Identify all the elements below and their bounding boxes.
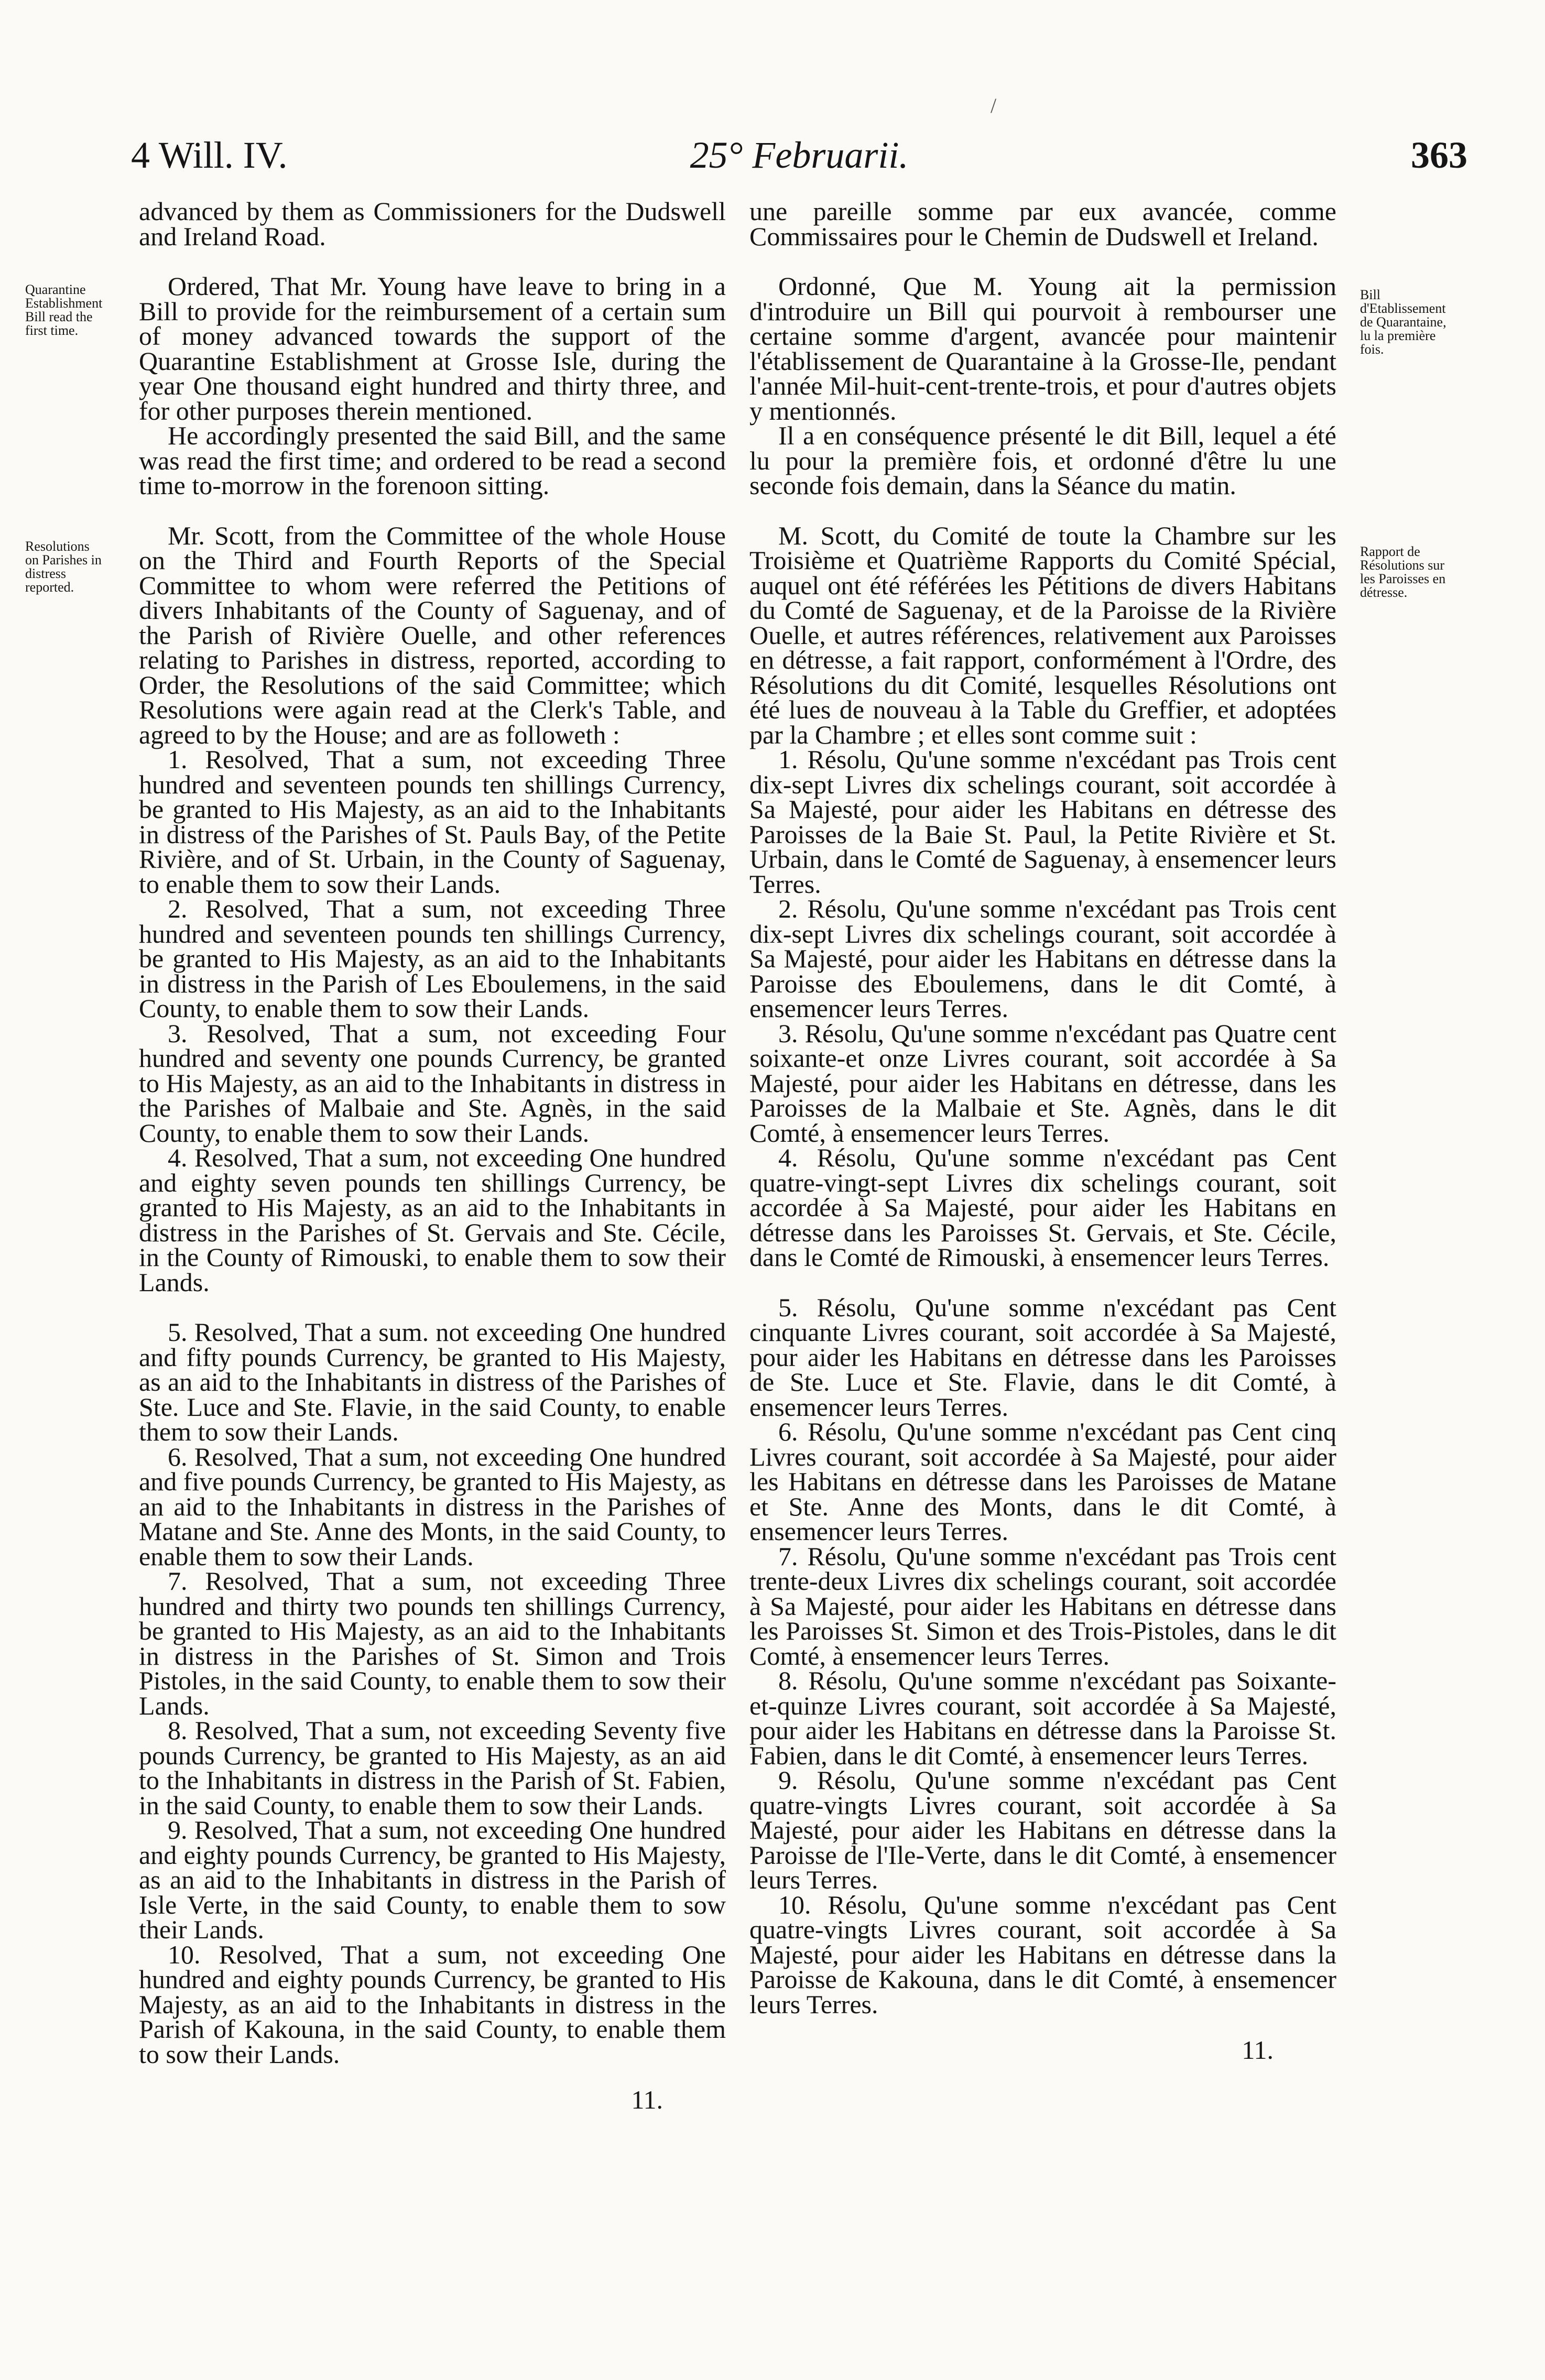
french-column: [749, 196, 1336, 2065]
paragraph: He accordingly presented the said Bill, and the same was read the first time; and ordered to be read a second time to-morrow in the forenoon sitting.: [139, 421, 726, 500]
resolution: 3. Resolved, That a sum, not exceeding Four hundred and seventy one pounds Currency, be granted to His Majesty, as an aid to the Inhabitants in distress in the Parishes of Malbaie and Ste. Agnès, in the said County, to enable them to sow their Lands.: [139, 1018, 726, 1148]
resolution: 10. Résolu, Qu'une somme n'excédant pas Cent quatre-vingts Livres courant, soit accordée à Sa Majesté, pour aider les Habitans en détresse dans la Paroisse de Kakouna, dans le dit Comté, à ensemencer leurs Terres.: [749, 1890, 1336, 2019]
english-column: [139, 196, 726, 2114]
resolution: 2. Résolu, Qu'une somme n'excédant pas Trois cent dix-sept Livres dix schelings courant, soit accordée à Sa Majesté, pour aider les Habitans en détresse dans la Paroisse des Eboulemens, dans le dit Comté, à ensemencer leurs Terres.: [749, 894, 1336, 1023]
catchword: 11.: [631, 2085, 663, 2114]
resolution: 8. Résolu, Qu'une somme n'excédant pas Soixante-et-quinze Livres courant, soit accordée à Sa Majesté, pour aider les Habitans en détresse dans la Paroisse St. Fabien, dans le dit Comté, à ensemencer leurs Terres.: [749, 1666, 1336, 1770]
regnal-year: 4 Will. IV.: [131, 134, 288, 176]
paragraph: Mr. Scott, from the Committee of the whole House on the Third and Fourth Reports of the Special Committee to whom were referred the Petitions of divers Inhabitants of the County of Saguenay, and of the Parish of Rivière Ouelle, and other references relating to Parishes in distress, reported, according to Order, the Resolutions of the said Committee; which Resolutions were again read at the Clerk's Table, and agreed to by the House; and are as followeth :: [139, 520, 726, 749]
resolution: 6. Resolved, That a sum, not exceeding One hundred and five pounds Currency, be granted to His Majesty, as an aid to the Inhabitants in distress in the Parishes of Matane and Ste. Anne des Monts, in the said County, to enable them to sow their Lands.: [139, 1442, 726, 1571]
resolution: 5. Résolu, Qu'une somme n'excédant pas Cent cinquante Livres courant, soit accordée à Sa Majesté, pour aider les Habitans en détresse dans les Paroisses de Ste. Luce et Ste. Flavie, dans le dit Comté, à ensemencer leurs Terres.: [749, 1292, 1336, 1422]
resolution: 9. Resolved, That a sum, not exceeding One hundred and eighty pounds Currency, be granted to His Majesty, as an aid to the Inhabitants in distress in the Parish of Isle Verte, in the said County, to enable them to sow their Lands.: [139, 1815, 726, 1944]
page-number: 363: [1411, 134, 1467, 176]
paragraph: Ordered, That Mr. Young have leave to bring in a Bill to provide for the reimbursement of a certain sum of money advanced towards the support of the Quarantine Establishment at Grosse Isle, during the year One thousand eight hundred and thirty three, and for other purposes therein mentioned.: [139, 271, 726, 425]
margin-note-quarantine-fr: Bill d'Etablissement de Quarantaine, lu la première fois.: [1360, 287, 1446, 357]
paragraph: Il a en conséquence présenté le dit Bill, lequel a été lu pour la première fois, et ordonné d'être lu une seconde fois demain, dans la Séance du matin.: [749, 421, 1336, 500]
resolution: 6. Résolu, Qu'une somme n'excédant pas Cent cinq Livres courant, soit accordée à Sa Majesté, pour aider les Habitans en détresse dans les Paroisses de Matane et Ste. Anne des Monts, dans le dit Comté, à ensemencer leurs Terres.: [749, 1417, 1336, 1546]
paragraph: Ordonné, Que M. Young ait la permission d'introduire un Bill qui pourvoit à rembourser une certaine somme d'argent, avancée pour maintenir l'établissement de Quarantaine à la Grosse-Ile, pendant l'année Mil-huit-cent-trente-trois, et pour d'autres objets y mentionnés.: [749, 271, 1336, 425]
resolution: 7. Résolu, Qu'une somme n'excédant pas Trois cent trente-deux Livres dix schelings courant, soit accordée à Sa Majesté, pour aider les Habitans en détresse dans les Paroisses St. Simon et des Trois-Pistoles, dans le dit Comté, à ensemencer leurs Terres.: [749, 1541, 1336, 1671]
resolution: 4. Résolu, Qu'une somme n'excédant pas Cent quatre-vingt-sept Livres dix schelings courant, soit accordée à Sa Majesté, pour aider les Habitans en détresse dans les Paroisses St. Gervais, et Ste. Cécile, dans le Comté de Rimouski, à ensemencer leurs Terres.: [749, 1143, 1336, 1272]
catchword: 11.: [1242, 2035, 1274, 2065]
margin-note-resolutions-fr: Rapport de Résolutions sur les Paroisses en détresse.: [1360, 544, 1446, 600]
resolution: 1. Resolved, That a sum, not exceeding Three hundred and seventeen pounds ten shillings Currency, be granted to His Majesty, as an aid to the Inhabitants in distress of the Parishes of St. Pauls Bay, of the Petite Rivière, and of St. Urbain, in the County of Saguenay, to enable them to sow their Lands.: [139, 745, 726, 899]
margin-note-resolutions-en: Resolutions on Parishes in distress reported.: [25, 539, 102, 595]
resolution: 10. Resolved, That a sum, not exceeding One hundred and eighty pounds Currency, be granted to His Majesty, as an aid to the Inhabitants in distress in the Parish of Kakouna, in the said County, to enable them to sow their Lands.: [139, 1939, 726, 2069]
stray-mark: /: [991, 94, 997, 117]
page-date: 25° Februarii.: [690, 134, 909, 176]
resolution: 7. Resolved, That a sum, not exceeding Three hundred and thirty two pounds ten shillings Currency, be granted to His Majesty, as an aid to the Inhabitants in distress in the Parishes of St. Simon and Trois Pistoles, in the said County, to enable them to sow their Lands.: [139, 1566, 726, 1720]
resolution: 4. Resolved, That a sum, not exceeding One hundred and eighty seven pounds ten shillings Currency, be granted to His Majesty, as an aid to the Inhabitants in distress in the Parishes of St. Gervais and Ste. Cécile, in the County of Rimouski, to enable them to sow their Lands.: [139, 1143, 726, 1297]
resolution: 8. Resolved, That a sum, not exceeding Seventy five pounds Currency, be granted to His Majesty, as an aid to the Inhabitants in distress in the Parish of St. Fabien, in the said County, to enable them to sow their Lands.: [139, 1716, 726, 1820]
paragraph: M. Scott, du Comité de toute la Chambre sur les Troisième et Quatrième Rapports du Comité Spécial, auquel ont été référées les Pétitions de divers Habitans du Comté de Saguenay, et de la Paroisse de la Rivière Ouelle, et autres références, relativement aux Paroisses en détresse, a fait rapport, conformément à l'Ordre, des Résolutions du dit Comité, lesquelles Résolutions ont été lues de nouveau à la Table du Greffier, et adoptées par la Chambre ; et elles sont comme suit :: [749, 520, 1336, 749]
resolution: 2. Resolved, That a sum, not exceeding Three hundred and seventeen pounds ten shillings Currency, be granted to His Majesty, as an aid to the Inhabitants in distress in the Parish of Les Eboulemens, in the said County, to enable them to sow their Lands.: [139, 894, 726, 1023]
page-header: [131, 134, 1467, 191]
paragraph: une pareille somme par eux avancée, comme Commissaires pour le Chemin de Dudswell et Ireland.: [749, 196, 1336, 251]
resolution: 5. Resolved, That a sum. not exceeding One hundred and fifty pounds Currency, be granted to His Majesty, as an aid to the Inhabitants in distress of the Parishes of Ste. Luce and Ste. Flavie, in the said County, to enable them to sow their Lands.: [139, 1317, 726, 1446]
resolution: 3. Résolu, Qu'une somme n'excédant pas Quatre cent soixante-et onze Livres courant, soit accordée à Sa Majesté, pour aider les Habitans en détresse, dans les Paroisses de la Malbaie et Ste. Agnès, dans le dit Comté, à ensemencer leurs Terres.: [749, 1018, 1336, 1148]
margin-note-quarantine-en: Quarantine Establishment Bill read the first time.: [25, 282, 103, 338]
paragraph: advanced by them as Commissioners for the Dudswell and Ireland Road.: [139, 196, 726, 251]
resolution: 1. Résolu, Qu'une somme n'excédant pas Trois cent dix-sept Livres dix schelings courant, soit accordée à Sa Majesté, pour aider les Habitans en détresse des Paroisses de la Baie St. Paul, la Petite Rivière et St. Urbain, dans le Comté de Saguenay, à ensemencer leurs Terres.: [749, 745, 1336, 899]
resolution: 9. Résolu, Qu'une somme n'excédant pas Cent quatre-vingts Livres courant, soit accordée à Sa Majesté, pour aider les Habitans en détresse dans la Paroisse de l'Ile-Verte, dans le dit Comté, à ensemencer leurs Terres.: [749, 1765, 1336, 1894]
